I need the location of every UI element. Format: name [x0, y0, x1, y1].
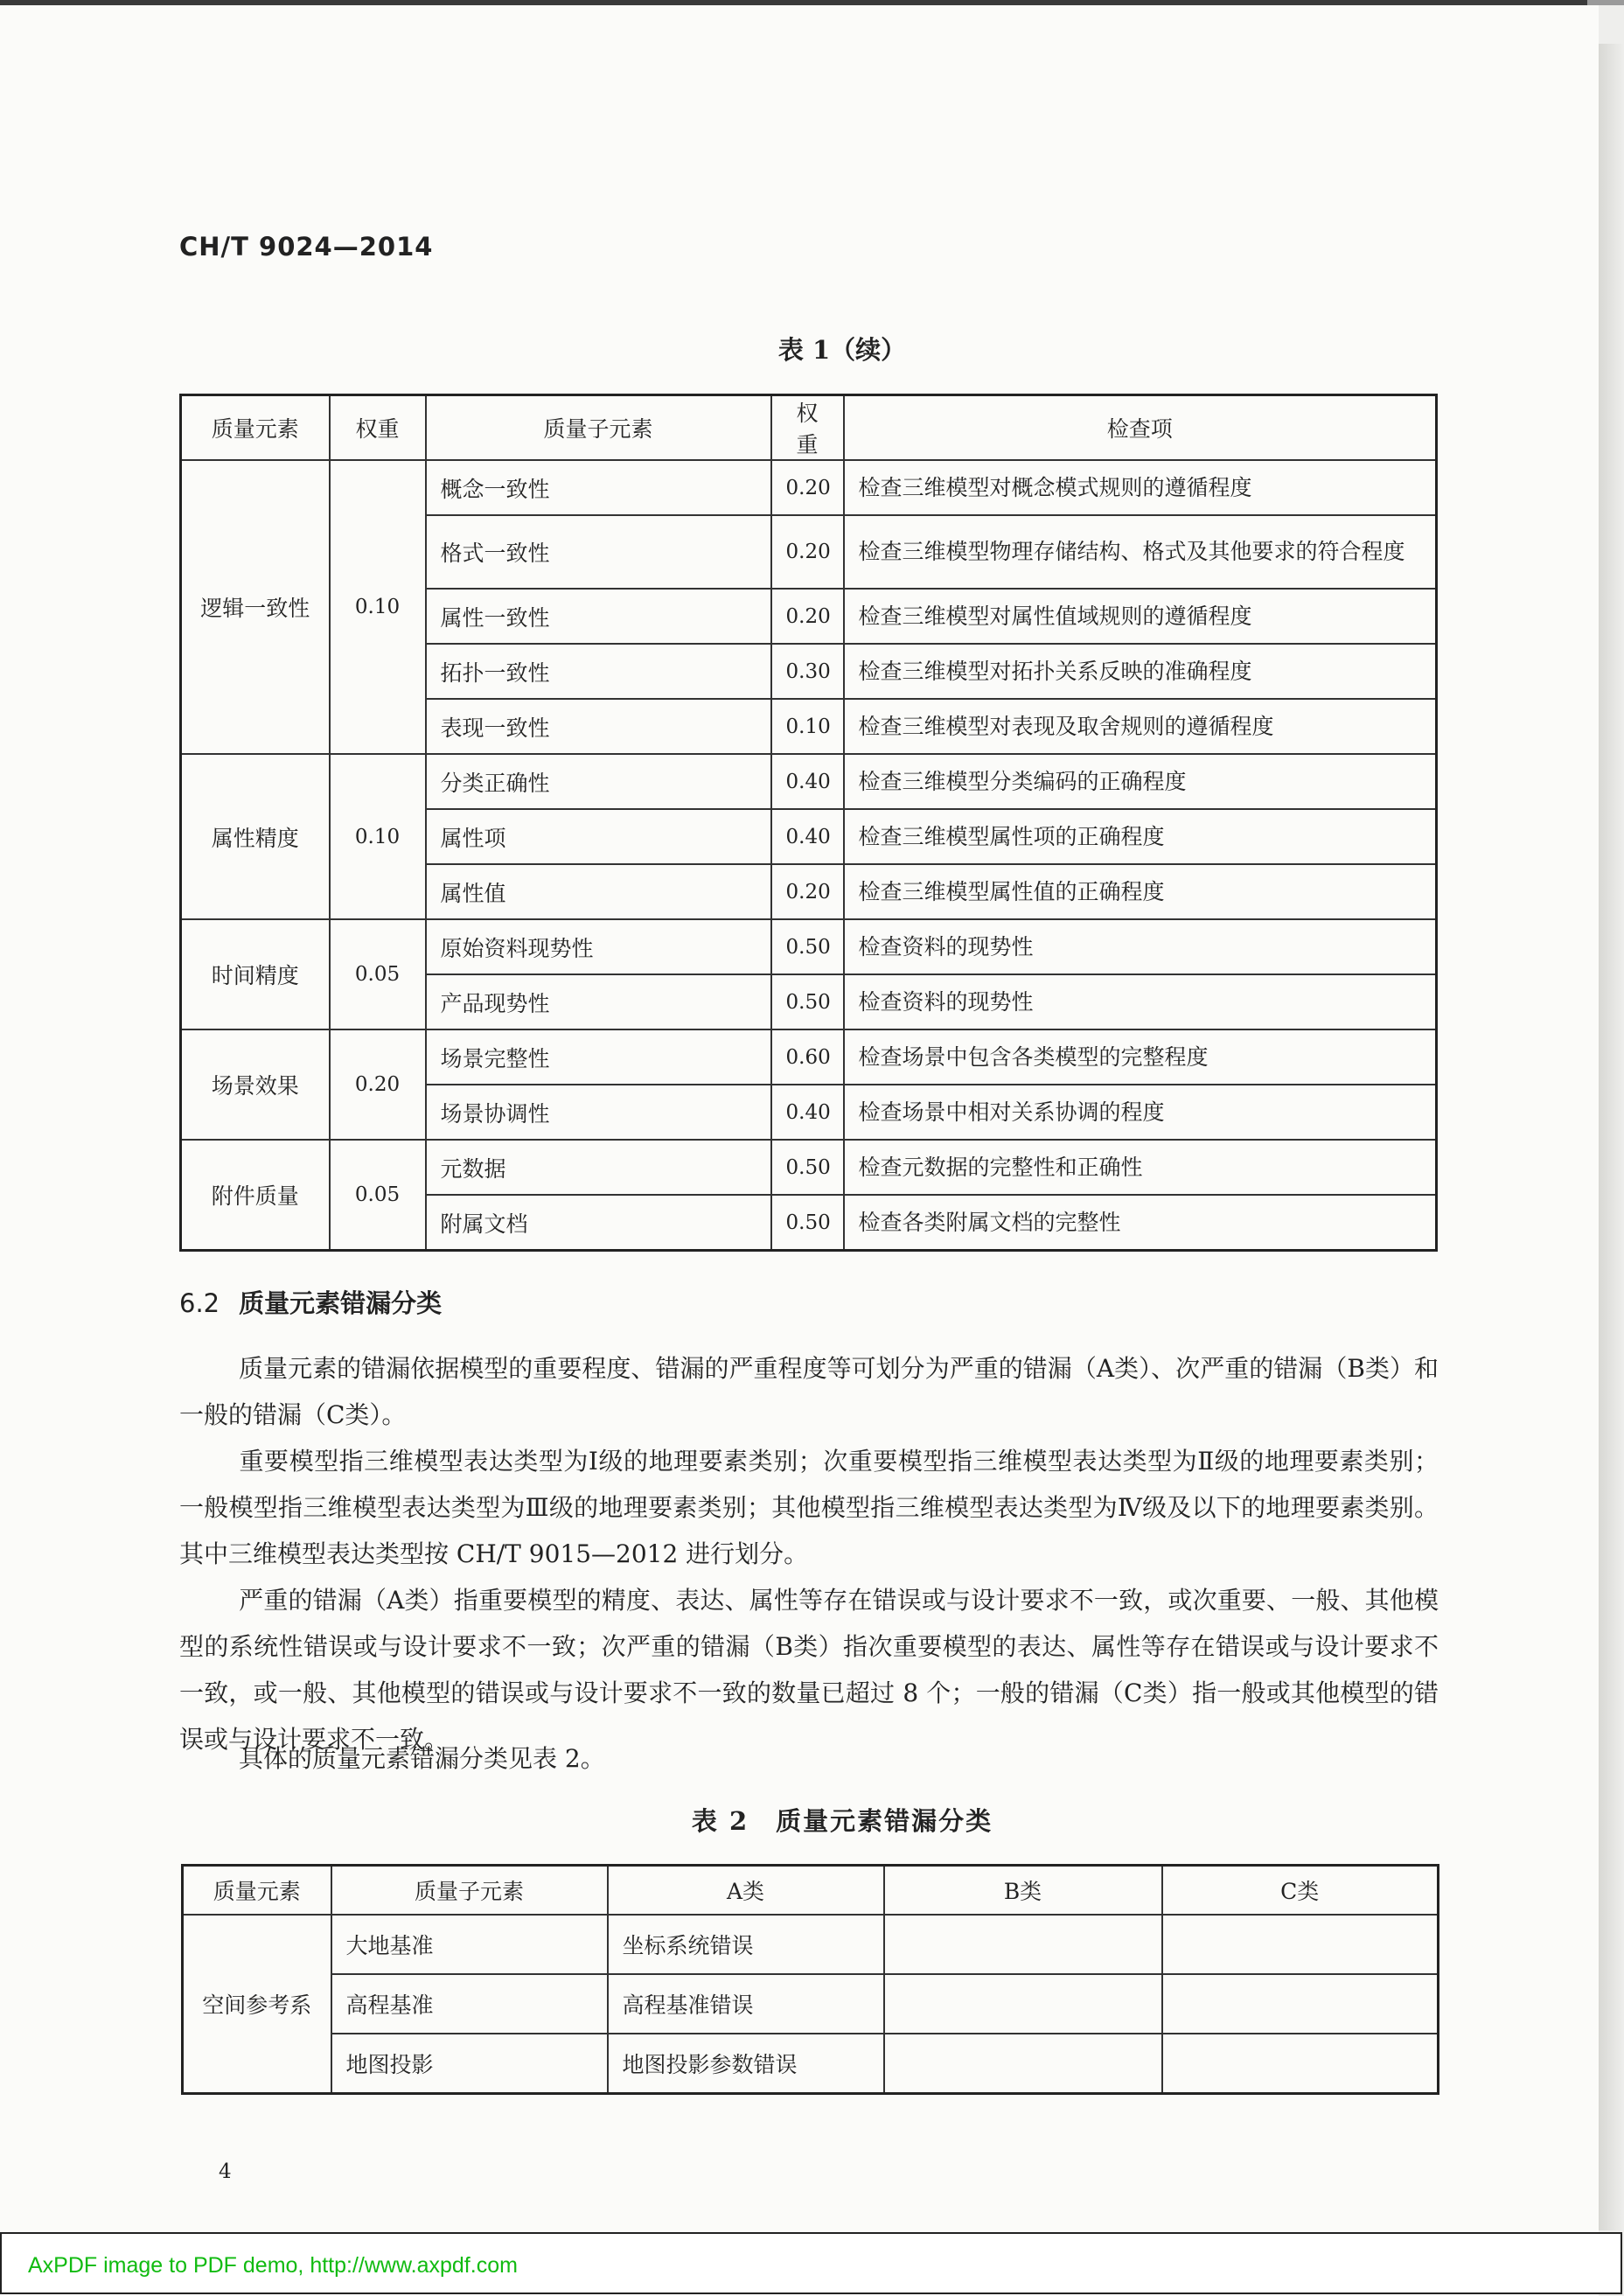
sub-weight-cell: 0.20 [771, 589, 844, 644]
scan-top-edge [0, 0, 1624, 5]
table1-header-row [181, 395, 1437, 461]
table-row [183, 1915, 1439, 1974]
sub-weight-cell: 0.20 [771, 864, 844, 919]
table2-header-cell: 质量元素 [183, 1866, 331, 1916]
scan-top-edge-gap [1587, 0, 1624, 5]
check-item-cell: 检查元数据的完整性和正确性 [844, 1140, 1437, 1195]
element-weight-cell: 0.10 [330, 754, 426, 919]
sub-element-cell: 地图投影 [331, 2034, 608, 2094]
table2-error-classification [181, 1864, 1439, 2095]
sub-weight-cell: 0.50 [771, 974, 844, 1029]
sub-element-cell: 表现一致性 [426, 699, 771, 754]
sub-weight-cell: 0.20 [771, 515, 844, 589]
element-weight-cell: 0.05 [330, 919, 426, 1029]
sub-element-cell: 分类正确性 [426, 754, 771, 809]
check-item-cell: 检查三维模型属性值的正确程度 [844, 864, 1437, 919]
sub-element-cell: 产品现势性 [426, 974, 771, 1029]
sub-element-cell: 属性项 [426, 809, 771, 864]
table1-header-cell: 质量子元素 [426, 395, 771, 461]
paragraph-text: 重要模型指三维模型表达类型为Ⅰ级的地理要素类别；次重要模型指三维模型表达类型为Ⅱ级的地理要素类别；一般模型指三维模型表达类型为Ⅲ级的地理要素类别；其他模型指三维模型表达类型为Ⅳ级及以下的地理要素类别。其中三维模型表达类型按 CH/T 9015—2012 进行划分。 [179, 1447, 1439, 1568]
class-b-cell [884, 2034, 1162, 2094]
paragraph [179, 1345, 1439, 1438]
table2-header-cell: A类 [608, 1866, 884, 1916]
check-item-cell: 检查场景中相对关系协调的程度 [844, 1085, 1437, 1140]
check-item-cell: 检查三维模型属性项的正确程度 [844, 809, 1437, 864]
section-heading [179, 1284, 442, 1320]
paragraph-text: 质量元素的错漏依据模型的重要程度、错漏的严重程度等可划分为严重的错漏（A类）、次严重的错漏（B类）和一般的错漏（C类）。 [179, 1354, 1439, 1429]
table1-quality-elements [179, 394, 1438, 1252]
check-item-cell: 检查资料的现势性 [844, 974, 1437, 1029]
sub-element-cell: 格式一致性 [426, 515, 771, 589]
table-row [181, 1140, 1437, 1195]
class-a-cell: 坐标系统错误 [608, 1915, 884, 1974]
table-row [181, 460, 1437, 515]
page-edge-shadow [1599, 44, 1624, 2230]
check-item-cell: 检查资料的现势性 [844, 919, 1437, 974]
paragraph-text: 严重的错漏（A类）指重要模型的精度、表达、属性等存在错误或与设计要求不一致，或次重要、一般、其他模型的系统性错误或与设计要求不一致；次严重的错漏（B类）指次重要模型的表达、属性等存在错误或与设计要求不一致，或一般、其他模型的错误或与设计要求不一致的数量已超过 8 个；一般的错漏（C类）指一般或其他模型的错误或与设计要求不一致。 [179, 1586, 1439, 1754]
table-row [181, 754, 1437, 809]
class-c-cell [1162, 1915, 1439, 1974]
check-item-cell: 检查三维模型分类编码的正确程度 [844, 754, 1437, 809]
sub-element-cell: 元数据 [426, 1140, 771, 1195]
sub-element-cell: 附属文档 [426, 1195, 771, 1251]
class-b-cell [884, 1974, 1162, 2034]
watermark-text: AxPDF image to PDF demo, http://www.axpdf.com [28, 2253, 518, 2278]
quality-element-cell: 逻辑一致性 [181, 460, 330, 754]
sub-weight-cell: 0.40 [771, 754, 844, 809]
section-title: 质量元素错漏分类 [239, 1288, 443, 1318]
check-item-cell: 检查各类附属文档的完整性 [844, 1195, 1437, 1251]
sub-weight-cell: 0.40 [771, 809, 844, 864]
sub-element-cell: 原始资料现势性 [426, 919, 771, 974]
class-a-cell: 地图投影参数错误 [608, 2034, 884, 2094]
table1-header-cell: 检查项 [844, 395, 1437, 461]
paragraph [179, 1438, 1439, 1577]
table-row [181, 1029, 1437, 1085]
standard-code: CH/T 9024—2014 [179, 232, 434, 262]
sub-element-cell: 属性值 [426, 864, 771, 919]
sub-element-cell: 拓扑一致性 [426, 644, 771, 699]
class-c-cell [1162, 2034, 1439, 2094]
sub-element-cell: 属性一致性 [426, 589, 771, 644]
quality-element-cell: 场景效果 [181, 1029, 330, 1140]
element-weight-cell: 0.20 [330, 1029, 426, 1140]
table-row [183, 1974, 1439, 2034]
paragraph-text: 具体的质量元素错漏分类见表 2。 [239, 1744, 605, 1773]
table2-header-cell: 质量子元素 [331, 1866, 608, 1916]
page-number: 4 [219, 2160, 232, 2183]
sub-element-cell: 场景协调性 [426, 1085, 771, 1140]
table-row [183, 2034, 1439, 2094]
table-row [181, 919, 1437, 974]
class-b-cell [884, 1915, 1162, 1974]
section-number: 6.2 [179, 1288, 220, 1318]
table1-header-cell: 质量元素 [181, 395, 330, 461]
check-item-cell: 检查场景中包含各类模型的完整程度 [844, 1029, 1437, 1085]
paragraph [179, 1735, 1439, 1782]
table1-header-cell: 权重 [330, 395, 426, 461]
table1-header-cell: 权重 [771, 395, 844, 461]
element-weight-cell: 0.10 [330, 460, 426, 754]
check-item-cell: 检查三维模型物理存储结构、格式及其他要求的符合程度 [844, 515, 1437, 589]
check-item-cell: 检查三维模型对属性值域规则的遵循程度 [844, 589, 1437, 644]
class-c-cell [1162, 1974, 1439, 2034]
class-a-cell: 高程基准错误 [608, 1974, 884, 2034]
quality-element-cell: 附件质量 [181, 1140, 330, 1251]
sub-element-cell: 场景完整性 [426, 1029, 771, 1085]
sub-weight-cell: 0.40 [771, 1085, 844, 1140]
sub-weight-cell: 0.50 [771, 1140, 844, 1195]
quality-element-cell: 空间参考系 [183, 1915, 331, 2094]
table2-header-cell: B类 [884, 1866, 1162, 1916]
check-item-cell: 检查三维模型对概念模式规则的遵循程度 [844, 460, 1437, 515]
check-item-cell: 检查三维模型对表现及取舍规则的遵循程度 [844, 699, 1437, 754]
check-item-cell: 检查三维模型对拓扑关系反映的准确程度 [844, 644, 1437, 699]
quality-element-cell: 时间精度 [181, 919, 330, 1029]
sub-weight-cell: 0.50 [771, 1195, 844, 1251]
table2-caption: 表 2 质量元素错漏分类 [691, 1806, 993, 1836]
sub-weight-cell: 0.60 [771, 1029, 844, 1085]
sub-weight-cell: 0.30 [771, 644, 844, 699]
sub-weight-cell: 0.10 [771, 699, 844, 754]
table2-header-row [183, 1866, 1439, 1916]
table2-header-cell: C类 [1162, 1866, 1439, 1916]
sub-weight-cell: 0.20 [771, 460, 844, 515]
sub-element-cell: 高程基准 [331, 1974, 608, 2034]
quality-element-cell: 属性精度 [181, 754, 330, 919]
element-weight-cell: 0.05 [330, 1140, 426, 1251]
table1-caption: 表 1（续） [777, 335, 907, 365]
sub-element-cell: 概念一致性 [426, 460, 771, 515]
sub-weight-cell: 0.50 [771, 919, 844, 974]
sub-element-cell: 大地基准 [331, 1915, 608, 1974]
watermark-banner [0, 2232, 1622, 2294]
